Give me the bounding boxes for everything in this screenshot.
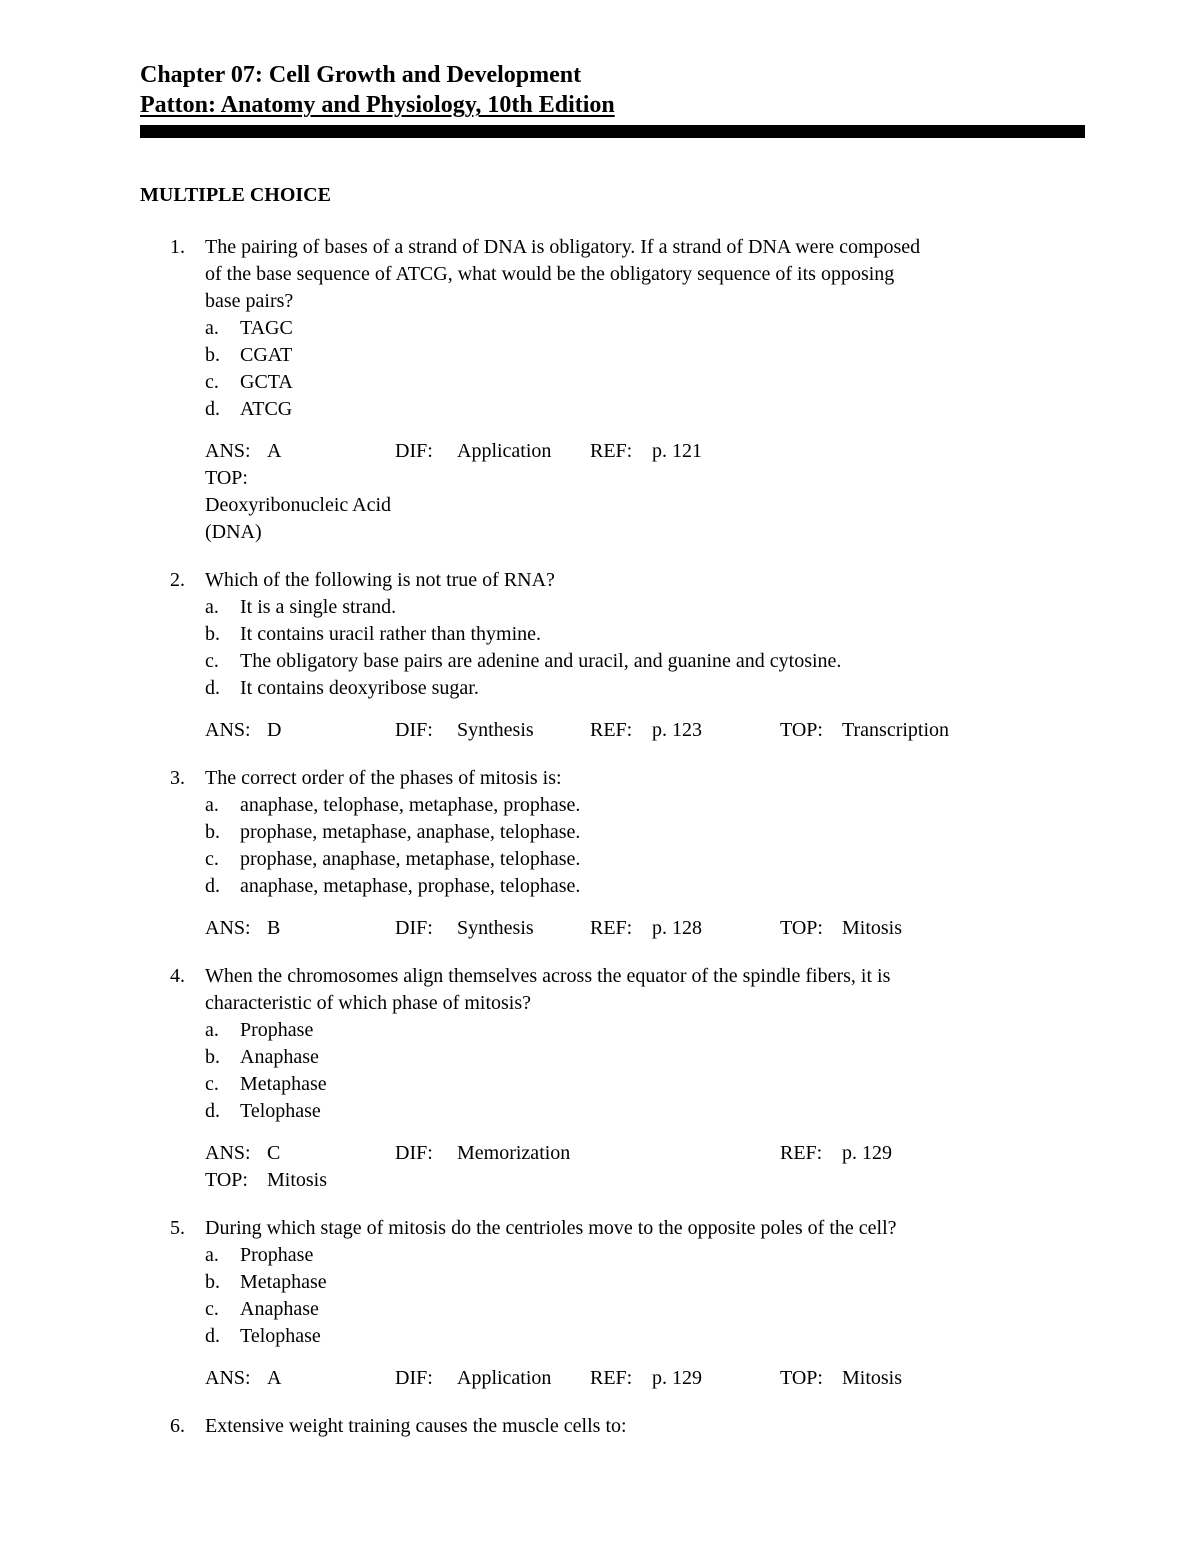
meta-row (205, 1140, 1065, 1167)
meta-dif-label: DIF: (395, 917, 433, 939)
choice-text: Metaphase (240, 1271, 327, 1293)
choice-list (205, 1242, 1065, 1350)
choice-text: anaphase, telophase, metaphase, prophase. (240, 794, 581, 816)
meta-ref (590, 1365, 780, 1392)
choice-letter: b. (205, 821, 220, 843)
choice-text: prophase, metaphase, anaphase, telophase. (240, 821, 581, 843)
choice-letter: a. (205, 596, 219, 618)
meta-top-label: TOP: (205, 1169, 248, 1191)
meta-ans-label: ANS: (205, 1367, 251, 1389)
meta-dif-label: DIF: (395, 1367, 433, 1389)
question-number: 2. (170, 569, 185, 591)
choice (205, 1044, 1065, 1071)
choice-letter: c. (205, 371, 219, 393)
meta-ref-value: p. 128 (652, 917, 702, 939)
stem-line: During which stage of mitosis do the centrioles move to the opposite poles of the cell? (205, 1217, 897, 1239)
meta-top-label: TOP: (780, 1367, 823, 1389)
choice-letter: b. (205, 1271, 220, 1293)
meta-ans-value: A (267, 440, 282, 462)
choice-letter: a. (205, 794, 219, 816)
meta-ans-value: D (267, 719, 282, 741)
choice (205, 315, 1065, 342)
choice-text: It contains deoxyribose sugar. (240, 677, 479, 699)
book-title: Patton: Anatomy and Physiology, 10th Edition (140, 92, 615, 118)
meta-dif (395, 915, 590, 942)
question-content (205, 567, 1065, 744)
choice (205, 1242, 1065, 1269)
choice-letter: a. (205, 1019, 219, 1041)
choice-letter: c. (205, 1298, 219, 1320)
choice-text: It is a single strand. (240, 596, 397, 618)
meta-top (205, 465, 395, 546)
answer-meta (205, 1365, 1065, 1392)
meta-row (205, 1167, 1065, 1194)
choice-text: TAGC (240, 317, 293, 339)
meta-row (205, 465, 1065, 546)
choice (205, 369, 1065, 396)
meta-ref-label: REF: (590, 1367, 633, 1389)
choice-text: It contains uracil rather than thymine. (240, 623, 542, 645)
choice-text: Anaphase (240, 1298, 319, 1320)
choice-list (205, 315, 1065, 423)
question-row (140, 567, 1100, 744)
meta-ans-value: B (267, 917, 281, 939)
stem-line: Which of the following is not true of RNA? (205, 569, 555, 591)
stem-line: characteristic of which phase of mitosis? (205, 992, 531, 1014)
choice-letter: a. (205, 1244, 219, 1266)
question-number: 3. (170, 767, 185, 789)
meta-ans (205, 438, 395, 465)
question (140, 765, 1100, 942)
choice (205, 396, 1065, 423)
choice (205, 846, 1065, 873)
question-content (205, 1215, 1065, 1392)
question (140, 567, 1100, 744)
choice-letter: b. (205, 623, 220, 645)
meta-row (205, 438, 1065, 465)
meta-dif (395, 1140, 590, 1167)
meta-ref (590, 915, 780, 942)
question-content (205, 1413, 1065, 1440)
choice (205, 792, 1065, 819)
choice-text: Metaphase (240, 1073, 327, 1095)
meta-row (205, 915, 1065, 942)
header-rule (140, 125, 1085, 138)
meta-ref-value: p. 121 (652, 440, 702, 462)
meta-dif (395, 1365, 590, 1392)
stem-line: base pairs? (205, 290, 294, 312)
meta-ans-label: ANS: (205, 1142, 251, 1164)
question-row (140, 1215, 1100, 1392)
choice (205, 675, 1065, 702)
question (140, 1215, 1100, 1392)
choice-text: GCTA (240, 371, 293, 393)
stem-line: The pairing of bases of a strand of DNA is obligatory. If a strand of DNA were composed (205, 236, 921, 258)
choice-letter: d. (205, 677, 220, 699)
choice-list (205, 792, 1065, 900)
choice-list (205, 1017, 1065, 1125)
question (140, 963, 1100, 1194)
meta-top-value: Deoxyribonucleic Acid (DNA) (205, 494, 392, 543)
answer-meta (205, 1140, 1065, 1194)
choice (205, 1323, 1065, 1350)
meta-dif-value: Application (457, 1367, 552, 1389)
meta-top-value: Mitosis (842, 1367, 903, 1389)
choice (205, 1269, 1065, 1296)
stem-line: When the chromosomes align themselves across the equator of the spindle fibers, it is (205, 965, 891, 987)
choice-text: anaphase, metaphase, prophase, telophase. (240, 875, 581, 897)
meta-ref-label: REF: (590, 917, 633, 939)
question-row (140, 963, 1100, 1194)
section-heading: MULTIPLE CHOICE (140, 184, 331, 206)
meta-ans-value: C (267, 1142, 281, 1164)
choice-letter: b. (205, 1046, 220, 1068)
choice (205, 342, 1065, 369)
meta-top-label: TOP: (780, 917, 823, 939)
choice (205, 648, 1065, 675)
choice-letter: c. (205, 1073, 219, 1095)
chapter-title: Chapter 07: Cell Growth and Development (140, 62, 582, 88)
meta-ans (205, 1365, 395, 1392)
choice (205, 594, 1065, 621)
meta-dif (395, 438, 590, 465)
choice-letter: d. (205, 1325, 220, 1347)
question-stem (205, 234, 1065, 315)
choice (205, 1017, 1065, 1044)
meta-top (205, 1167, 395, 1194)
meta-ans-label: ANS: (205, 440, 251, 462)
meta-ans (205, 915, 395, 942)
meta-top (780, 915, 1065, 942)
meta-top-value: Mitosis (267, 1169, 328, 1191)
document-header (140, 60, 1100, 138)
choice-text: Telophase (240, 1100, 321, 1122)
question (140, 1413, 1100, 1440)
question-stem (205, 963, 1065, 1017)
choice-letter: c. (205, 650, 219, 672)
question-content (205, 963, 1065, 1194)
meta-ref-value: p. 123 (652, 719, 702, 741)
choice-text: The obligatory base pairs are adenine and uracil, and guanine and cytosine. (240, 650, 842, 672)
choice (205, 621, 1065, 648)
meta-ref-label: REF: (590, 719, 633, 741)
choice (205, 873, 1065, 900)
answer-meta (205, 717, 1065, 744)
choice (205, 1098, 1065, 1125)
question-number: 4. (170, 965, 185, 987)
meta-ref (590, 717, 780, 744)
meta-ref-label: REF: (590, 440, 633, 462)
meta-row (205, 1365, 1065, 1392)
question-row (140, 234, 1100, 546)
choice-letter: d. (205, 1100, 220, 1122)
meta-ans (205, 1140, 395, 1167)
choice-letter: d. (205, 875, 220, 897)
question-number: 5. (170, 1217, 185, 1239)
meta-ans-label: ANS: (205, 917, 251, 939)
meta-top-value: Mitosis (842, 917, 903, 939)
answer-meta (205, 438, 1065, 546)
question-number: 1. (170, 236, 185, 258)
meta-dif-label: DIF: (395, 1142, 433, 1164)
meta-dif-value: Synthesis (457, 719, 534, 741)
meta-ans-label: ANS: (205, 719, 251, 741)
choice (205, 819, 1065, 846)
choice-text: Telophase (240, 1325, 321, 1347)
choice-letter: d. (205, 398, 220, 420)
question-row (140, 765, 1100, 942)
choice-letter: b. (205, 344, 220, 366)
meta-top-label: TOP: (780, 719, 823, 741)
stem-line: The correct order of the phases of mitosis is: (205, 767, 562, 789)
question-number: 6. (170, 1415, 185, 1437)
meta-ref (780, 1140, 1065, 1167)
question-list (140, 234, 1100, 1440)
choice-list (205, 594, 1065, 702)
choice-text: Prophase (240, 1019, 314, 1041)
choice-text: Prophase (240, 1244, 314, 1266)
choice-letter: c. (205, 848, 219, 870)
meta-ref-value: p. 129 (842, 1142, 892, 1164)
choice-text: ATCG (240, 398, 293, 420)
answer-meta (205, 915, 1065, 942)
meta-dif (395, 717, 590, 744)
choice-text: Anaphase (240, 1046, 319, 1068)
meta-top-label: TOP: (205, 467, 248, 489)
choice-letter: a. (205, 317, 219, 339)
meta-top-value: Transcription (842, 719, 950, 741)
question-stem (205, 1215, 1065, 1242)
question-stem (205, 765, 1065, 792)
meta-dif-label: DIF: (395, 440, 433, 462)
meta-ref (590, 438, 780, 465)
stem-line: of the base sequence of ATCG, what would be the obligatory sequence of its opposing (205, 263, 895, 285)
question-stem (205, 1413, 1065, 1440)
meta-top (780, 1365, 1065, 1392)
stem-line: Extensive weight training causes the muscle cells to: (205, 1415, 627, 1437)
choice-text: CGAT (240, 344, 293, 366)
choice-text: prophase, anaphase, metaphase, telophase. (240, 848, 581, 870)
question (140, 234, 1100, 546)
question-content (205, 234, 1065, 546)
question-stem (205, 567, 1065, 594)
meta-ans (205, 717, 395, 744)
meta-ans-value: A (267, 1367, 282, 1389)
question-content (205, 765, 1065, 942)
choice (205, 1296, 1065, 1323)
question-row (140, 1413, 1100, 1440)
meta-dif-value: Application (457, 440, 552, 462)
meta-row (205, 717, 1065, 744)
meta-ref-value: p. 129 (652, 1367, 702, 1389)
meta-dif-value: Synthesis (457, 917, 534, 939)
meta-ref-label: REF: (780, 1142, 823, 1164)
meta-dif-label: DIF: (395, 719, 433, 741)
meta-dif-value: Memorization (457, 1142, 571, 1164)
meta-top (780, 717, 1065, 744)
choice (205, 1071, 1065, 1098)
